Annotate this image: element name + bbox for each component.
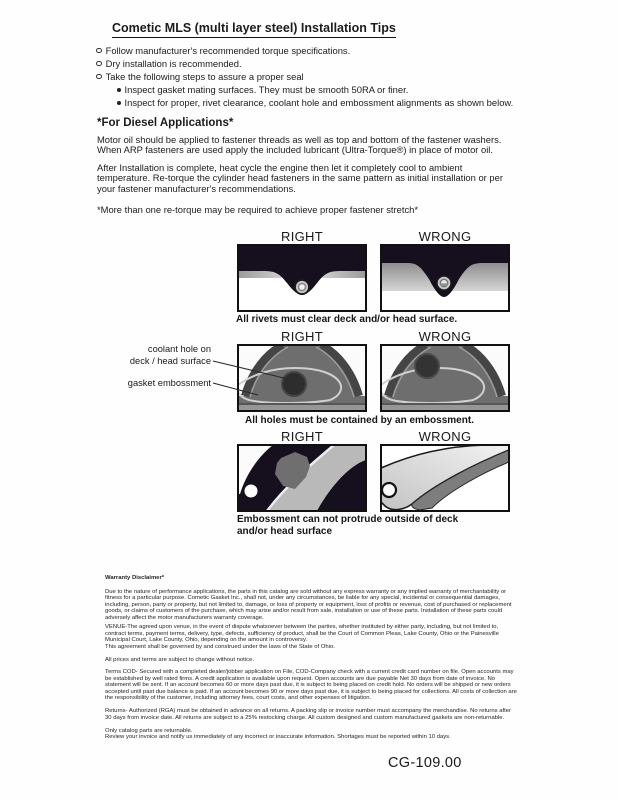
sub-tip-row bbox=[117, 96, 513, 109]
embossment-caption-line1: Embossment can not protrude outside of deck bbox=[237, 514, 459, 525]
sub-tip-text: Inspect for proper, rivet clearance, coolant hole and embossment alignments as shown below. bbox=[124, 97, 514, 108]
gasket-embossment-label: gasket embossment bbox=[127, 377, 211, 388]
rivet-clearance-right-illustration bbox=[237, 244, 367, 312]
coolant-hole-label-line2: deck / head surface bbox=[129, 355, 211, 366]
diesel-paragraph-2: After Installation is complete, heat cycle the engine then let it completely cool to ambient temperature. Re-torque the cylinder head fasteners in the same pattern as initial installation or per your fastener manufacturer's recommendations. bbox=[97, 162, 503, 194]
embossment-caption-line2: and/or head surface bbox=[237, 525, 333, 537]
filled-bullet-icon bbox=[117, 101, 121, 105]
diesel-paragraph-1: Motor oil should be applied to fastener threads as well as top and bottom of the fastener washers. When ARP fasteners are used apply the included lubricant (Ultra-Torque®) in place of motor oil. bbox=[97, 134, 502, 156]
wrong-header-1: WRONG bbox=[418, 229, 472, 244]
tip-text: Take the following steps to assure a proper seal bbox=[105, 71, 304, 82]
right-header-1: RIGHT bbox=[281, 229, 323, 244]
warranty-heading: Warranty Disclaimer* bbox=[105, 575, 165, 581]
hole-embossment-right-illustration bbox=[237, 344, 367, 412]
open-bullet-icon bbox=[96, 61, 102, 67]
right-header-2: RIGHT bbox=[281, 329, 323, 344]
tip-text: Dry installation is recommended. bbox=[105, 58, 242, 69]
rivet-caption: All rivets must clear deck and/or head surface. bbox=[236, 314, 458, 325]
right-header-3: RIGHT bbox=[281, 429, 323, 444]
page-number: CG-109.00 bbox=[388, 755, 462, 771]
diesel-applications-heading: *For Diesel Applications* bbox=[97, 117, 234, 129]
wrong-header-3: WRONG bbox=[418, 429, 472, 444]
hole-embossment-wrong-illustration bbox=[380, 344, 510, 412]
warranty-disclaimer-block bbox=[105, 575, 517, 741]
page-title: Cometic MLS (multi layer steel) Installation Tips bbox=[112, 21, 396, 38]
open-bullet-icon bbox=[96, 74, 102, 80]
sub-tip-row bbox=[117, 83, 513, 96]
wrong-header-2: WRONG bbox=[418, 329, 472, 344]
embossment-protrusion-wrong-illustration bbox=[380, 444, 510, 512]
prices-terms-line: All prices and terms are subject to change without notice. bbox=[105, 656, 254, 663]
rivet-clearance-wrong-illustration bbox=[380, 244, 510, 312]
returns-paragraph: Returns- Authorized (RGA) must be obtained in advance on all returns. A packing slip or invoice number must accompany the merchandise. No returns after 30 days from invoice date. All returns are subject to a 25% restocking charge. All custom designed and custom manufactured gaskets are non-returnable. bbox=[105, 708, 512, 721]
filled-bullet-icon bbox=[117, 88, 121, 92]
embossment-protrusion-right-illustration bbox=[237, 444, 367, 512]
warranty-venue-paragraph bbox=[105, 624, 517, 650]
warranty-liability-paragraph: Due to the nature of performance applications, the parts in this catalog are sold without any express warranty or any implied warranty of merchantability or fitness for a particular purpose. Cometic Gasket Inc., shall not, under any circumstances, be liable for any special, incidental or consequential damages, including, person, party or property, but not limited to, damage, or loss of property or equipment, loss of profits or revenue, cost of purchased or replacement goods, or claims of customers of the purchase, which may arise and/or result from sale, installation or use of these parts. Installation of these parts could adversely affect the motor manufacturers warranty coverage. bbox=[105, 588, 512, 621]
embossment-caption bbox=[237, 514, 458, 537]
review-invoice-line: Review your invoice and notify us immediately of any incorrect or inaccurate information. Shortages must be reported within 10 days. bbox=[105, 734, 451, 741]
holes-caption: All holes must be contained by an embossment. bbox=[245, 415, 474, 426]
sub-tip-text: Inspect gasket mating surfaces. They must be smooth 50RA or finer. bbox=[124, 84, 409, 95]
installation-tips-list bbox=[96, 44, 513, 109]
tip-row bbox=[96, 57, 513, 70]
tip-row bbox=[96, 70, 513, 83]
venue-text: VENUE-The agreed upon venue, in the event of dispute whatsoever between the parties, whether instituted by either party, including, but not limited to, contract terms, payment terms, delivery, type, defects, sufficiency of product, shall be the Court of Common Pleas, Lake County, Ohio or the Painesville Municipal Court, Lake County, Ohio, depending on the amount in controversy. bbox=[105, 624, 499, 644]
venue-governing-law-text: This agreement shall be governed by and construed under the laws of the State of Ohio. bbox=[105, 643, 335, 650]
tip-text: Follow manufacturer's recommended torque specifications. bbox=[105, 45, 351, 56]
coolant-hole-label-line1: coolant hole on bbox=[147, 344, 211, 354]
terms-cod-paragraph: Terms COD- Secured with a completed dealer/jobber application on File, COD-Company check with a current credit card number on file. Open accounts may be established by well rated firms. A credit application is available upon request. Open accounts are due payable Net 30 days from date of invoice. No statement will be sent. If an account becomes 60 or more days past due, it is subject to being placed on credit hold. No orders will be shipped or new orders accepted until past due balance is paid. If an account becomes 90 or more days past due, it is subject to being placed for collections. All costs of collection are the responsibility of the customer, including attorney fees, court costs, and other expenses of litigation. bbox=[105, 669, 517, 702]
retorque-note: *More than one re-torque may be required to achieve proper fastener stretch* bbox=[97, 204, 419, 215]
catalog-parts-line: Only catalog parts are returnable. bbox=[105, 727, 193, 734]
open-bullet-icon bbox=[96, 48, 102, 54]
tip-row bbox=[96, 44, 513, 57]
